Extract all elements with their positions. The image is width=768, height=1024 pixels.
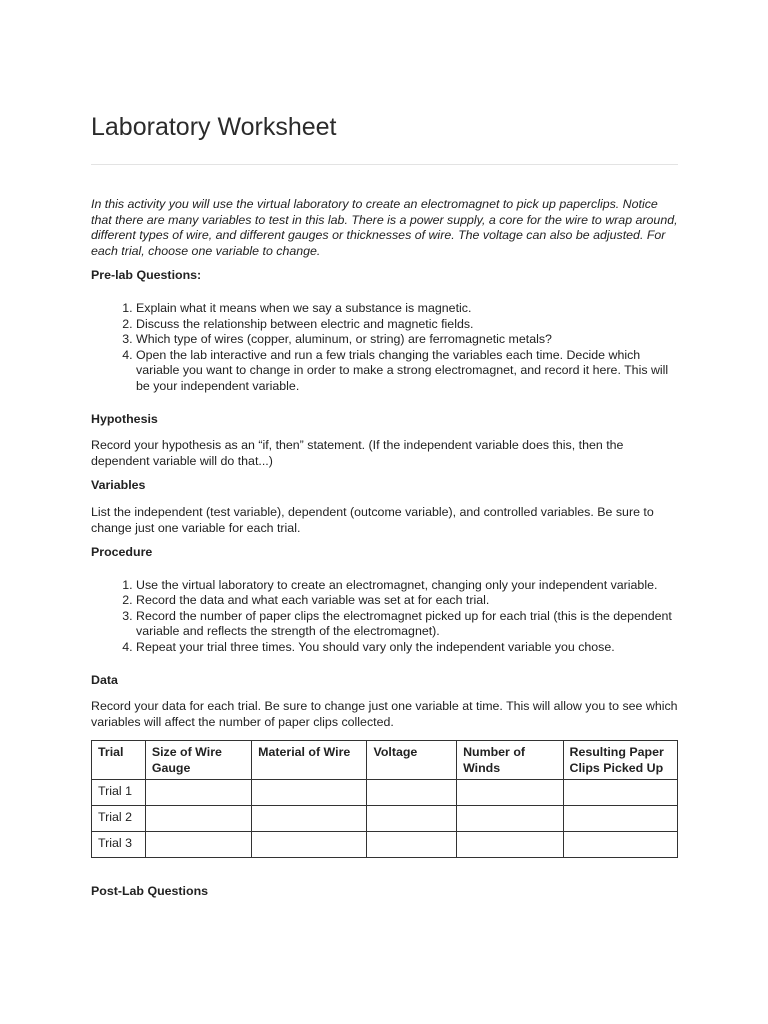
worksheet-body [91,197,678,900]
table-cell [367,780,457,806]
column-header-paper-clips: Resulting Paper Clips Picked Up [563,741,678,780]
list-item: 4. Repeat your trial three times. You should vary only the independent variable you chose. [136,640,678,656]
table-cell-trial: Trial 2 [92,806,146,832]
table-cell [145,832,251,858]
list-item: 2. Record the data and what each variable was set at for each trial. [136,593,678,609]
table-row [92,806,678,832]
table-header-row [92,741,678,780]
table-cell [145,806,251,832]
variables-heading: Variables [91,478,146,493]
column-header-wire-gauge: Size of Wire Gauge [145,741,251,780]
prelab-heading: Pre-lab Questions: [91,268,202,283]
table-cell [563,780,678,806]
table-cell [252,832,367,858]
column-header-winds: Number of Winds [457,741,563,780]
list-item: 1. Explain what it means when we say a substance is magnetic. [136,301,678,317]
table-cell [457,806,563,832]
table-cell-trial: Trial 1 [92,780,146,806]
intro-paragraph: In this activity you will use the virtual laboratory to create an electromagnet to pick up paperclips. Notice that there are many variables to test in this lab. There is a power supply, a core for the wire to wrap around, different types of wire, and different gauges or thicknesses of wire. The voltage can also be adjusted. For each trial, choose one variable to change. [91,197,678,258]
table-cell [563,806,678,832]
procedure-heading: Procedure [91,545,153,560]
table-cell [252,780,367,806]
data-table [91,740,678,858]
prelab-questions-list [91,301,678,395]
data-text: Record your data for each trial. Be sure to change just one variable at time. This will allow you to see which variables will affect the number of paper clips collected. [91,699,678,729]
table-cell [252,806,367,832]
column-header-wire-material: Material of Wire [252,741,367,780]
list-item: 1. Use the virtual laboratory to create an electromagnet, changing only your independent variable. [136,578,678,594]
column-header-trial: Trial [92,741,146,780]
hypothesis-text: Record your hypothesis as an “if, then” statement. (If the independent variable does this, then the dependent variable will do that...) [91,438,624,468]
table-cell [367,832,457,858]
list-item: 3. Which type of wires (copper, aluminum, or string) are ferromagnetic metals? [136,332,678,348]
page-title: Laboratory Worksheet [91,113,337,141]
table-row [92,832,678,858]
hypothesis-heading: Hypothesis [91,411,158,426]
title-divider [91,164,678,165]
table-row [92,780,678,806]
list-item: 3. Record the number of paper clips the electromagnet picked up for each trial (this is the dependent variable and reflects the strength of the electromagnet). [136,609,678,640]
list-item: 4. Open the lab interactive and run a few trials changing the variables each time. Decide which variable you want to change in order to make a strong electromagnet, and record it here. This will be your independent variable. [136,348,678,395]
table-cell [145,780,251,806]
table-cell [367,806,457,832]
variables-text: List the independent (test variable), dependent (outcome variable), and controlled variables. Be sure to change just one variable for each trial. [91,504,654,535]
procedure-list [91,578,678,656]
table-cell [457,832,563,858]
postlab-heading: Post-Lab Questions [91,884,209,899]
table-cell [563,832,678,858]
table-cell-trial: Trial 3 [92,832,146,858]
table-cell [457,780,563,806]
data-heading: Data [91,672,118,687]
list-item: 2. Discuss the relationship between electric and magnetic fields. [136,317,678,333]
column-header-voltage: Voltage [367,741,457,780]
